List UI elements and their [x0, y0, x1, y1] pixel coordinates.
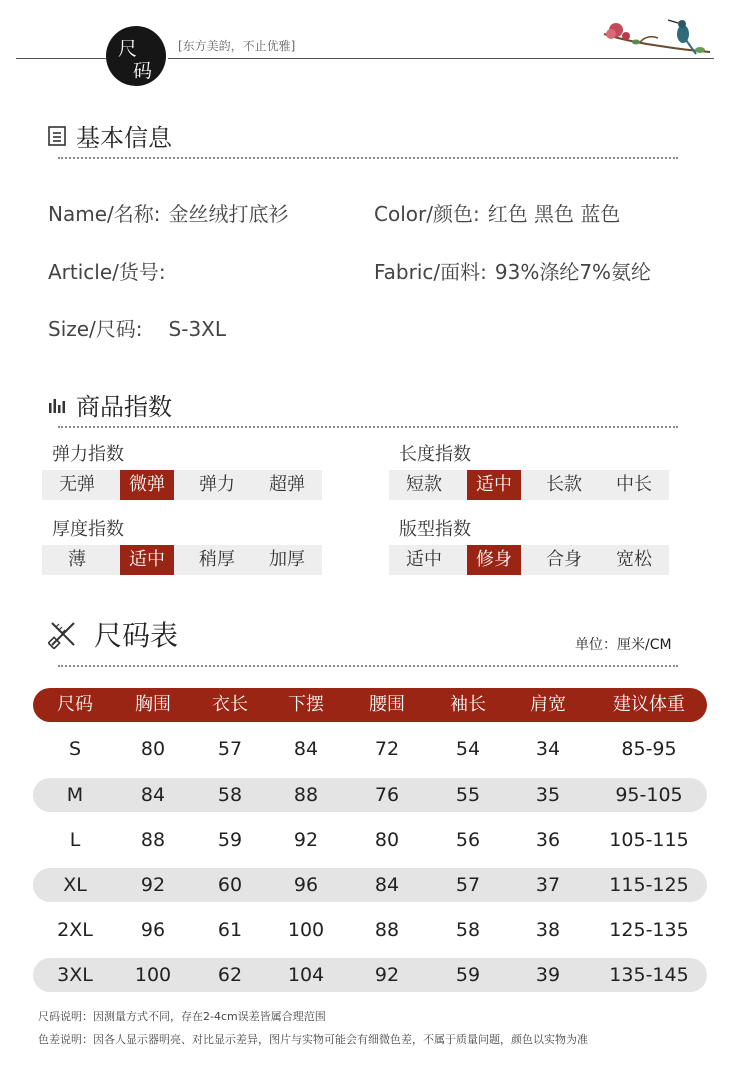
basic-info-title: 基本信息: [76, 124, 172, 152]
seal-char-1: 尺: [118, 38, 138, 60]
size-cell: 2XL: [57, 919, 93, 941]
table-cell: 92: [374, 964, 400, 986]
table-cell: 76: [374, 784, 400, 806]
column-header: 尺码: [57, 694, 93, 715]
table-row: [33, 913, 707, 947]
index-option-selected: 适中: [120, 545, 174, 575]
table-cell: 84: [374, 874, 400, 896]
color-value: 红色 黑色 蓝色: [487, 202, 621, 226]
table-cell: 59: [217, 829, 243, 851]
basic-info-heading: [48, 118, 172, 153]
measuring-tools-icon: [48, 619, 78, 649]
table-cell: 58: [217, 784, 243, 806]
bar-chart-icon: [48, 397, 66, 413]
fabric-value: 93%涤纶7%氨纶: [494, 260, 652, 284]
color-label: Color/颜色:: [374, 202, 480, 226]
column-header: 建议体重: [613, 694, 685, 715]
size-cell: XL: [63, 874, 87, 896]
table-cell: 96: [293, 874, 319, 896]
column-header: 肩宽: [530, 694, 566, 715]
index-option-selected: 适中: [467, 470, 521, 500]
table-cell: 88: [140, 829, 166, 851]
size-cell: M: [66, 784, 84, 806]
size-cell: S: [68, 738, 82, 760]
length-index-label: 长度指数: [399, 444, 471, 465]
table-cell: 84: [293, 738, 319, 760]
article-field: [48, 256, 174, 285]
table-row: [33, 778, 707, 812]
thickness-index-label: 厚度指数: [52, 519, 124, 540]
table-cell: 57: [217, 738, 243, 760]
table-cell: 56: [455, 829, 481, 851]
divider-dotted: [58, 157, 678, 159]
table-cell: 104: [287, 964, 325, 986]
index-option: 宽松: [616, 549, 652, 570]
table-cell: 60: [217, 874, 243, 896]
table-cell: 125-135: [609, 919, 689, 941]
index-option: 弹力: [199, 474, 235, 495]
table-cell: 100: [287, 919, 325, 941]
index-option: 薄: [68, 549, 86, 570]
length-index-options: [389, 470, 669, 500]
table-cell: 57: [455, 874, 481, 896]
size-seal-logo: [106, 26, 166, 86]
document-icon: [48, 126, 66, 146]
column-header: 胸围: [135, 694, 171, 715]
column-header: 袖长: [450, 694, 486, 715]
color-note: 色差说明：因各人显示器明亮、对比显示差异，图片与实物可能会有细微色差，不属于质量问题，颜色以实物为准: [38, 1033, 588, 1046]
size-table-header: [33, 688, 707, 722]
size-table-title: 尺码表: [94, 619, 179, 652]
table-cell: 55: [455, 784, 481, 806]
table-cell: 105-115: [609, 829, 689, 851]
table-cell: 85-95: [621, 738, 677, 760]
elasticity-index-options: [42, 470, 322, 500]
name-label: Name/名称:: [48, 202, 161, 226]
table-row: [33, 823, 707, 857]
table-row: [33, 732, 707, 766]
index-option-selected: 微弹: [120, 470, 174, 500]
indices-title: 商品指数: [76, 393, 172, 421]
thickness-index-options: [42, 545, 322, 575]
fabric-label: Fabric/面料:: [374, 260, 487, 284]
index-option-selected: 修身: [467, 545, 521, 575]
name-field: [48, 198, 288, 227]
column-header: 下摆: [288, 694, 324, 715]
divider-dotted: [58, 665, 678, 667]
size-label: Size/尺码:: [48, 317, 143, 341]
table-cell: 59: [455, 964, 481, 986]
table-cell: 100: [134, 964, 172, 986]
table-cell: 135-145: [609, 964, 689, 986]
index-option: 长款: [546, 474, 582, 495]
index-option: 中长: [616, 474, 652, 495]
index-option: 合身: [546, 549, 582, 570]
table-cell: 35: [535, 784, 561, 806]
table-cell: 80: [374, 829, 400, 851]
index-option: 加厚: [269, 549, 305, 570]
article-label: Article/货号:: [48, 260, 166, 284]
size-field: [48, 313, 226, 342]
elasticity-index-label: 弹力指数: [52, 444, 124, 465]
table-cell: 84: [140, 784, 166, 806]
unit-label: 单位：厘米/CM: [575, 637, 672, 653]
table-cell: 115-125: [609, 874, 689, 896]
index-option: 适中: [406, 549, 442, 570]
table-cell: 92: [140, 874, 166, 896]
table-cell: 62: [217, 964, 243, 986]
index-option: 无弹: [59, 474, 95, 495]
slogan: [东方美韵，不止优雅]: [178, 39, 296, 53]
table-cell: 58: [455, 919, 481, 941]
table-cell: 88: [293, 784, 319, 806]
fabric-field: [374, 256, 651, 285]
table-cell: 36: [535, 829, 561, 851]
table-cell: 34: [535, 738, 561, 760]
table-cell: 37: [535, 874, 561, 896]
table-cell: 95-105: [615, 784, 683, 806]
index-option: 超弹: [269, 474, 305, 495]
bird-branch-illustration: [600, 12, 712, 60]
table-cell: 54: [455, 738, 481, 760]
indices-heading: [48, 387, 172, 422]
fit-index-label: 版型指数: [399, 519, 471, 540]
seal-char-2: 码: [133, 60, 153, 82]
column-header: 衣长: [212, 694, 248, 715]
table-cell: 92: [293, 829, 319, 851]
table-cell: 72: [374, 738, 400, 760]
table-cell: 80: [140, 738, 166, 760]
divider-dotted: [58, 426, 678, 428]
name-value: 金丝绒打底衫: [168, 202, 289, 226]
table-cell: 38: [535, 919, 561, 941]
size-table-heading: [48, 614, 178, 654]
table-row: [33, 958, 707, 992]
size-value: S-3XL: [168, 317, 227, 341]
index-option: 短款: [406, 474, 442, 495]
table-cell: 61: [217, 919, 243, 941]
table-row: [33, 868, 707, 902]
table-cell: 96: [140, 919, 166, 941]
header-line-left: [16, 58, 106, 59]
fit-index-options: [389, 545, 669, 575]
size-cell: L: [69, 829, 81, 851]
color-field: [374, 198, 620, 227]
table-cell: 88: [374, 919, 400, 941]
column-header: 腰围: [369, 694, 405, 715]
size-cell: 3XL: [57, 964, 93, 986]
table-cell: 39: [535, 964, 561, 986]
size-note: 尺码说明：因测量方式不同，存在2-4cm误差皆属合理范围: [38, 1010, 326, 1023]
index-option: 稍厚: [199, 549, 235, 570]
